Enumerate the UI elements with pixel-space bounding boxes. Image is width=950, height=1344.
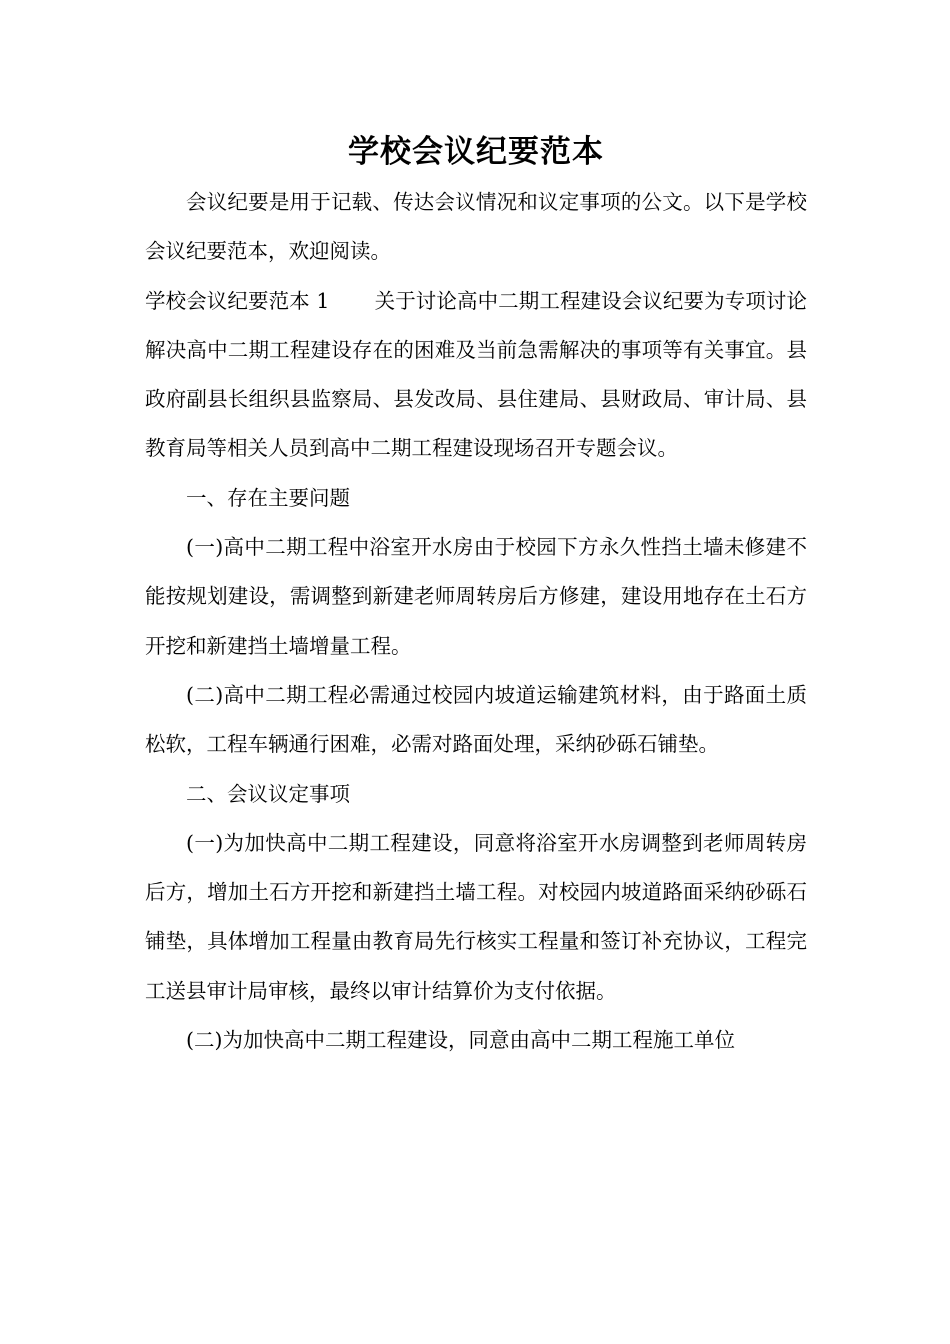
sample-intro-text: 关于讨论高中二期工程建设会议纪要为专项讨论解决高中二期工程建设存在的困难及当前急需解决的事项等有关事宜。县政府副县长组织县监察局、县发改局、县住建局、县财政局、审计局、县教育局等相关人员到高中二期工程建设现场召开专题会议。 (145, 288, 808, 461)
section-heading-problems: 一、存在主要问题 (186, 485, 350, 510)
problem-item-1: (一)高中二期工程中浴室开水房由于校园下方永久性挡土墙未修建不能按规划建设，需调整到新建老师周转房后方修建，建设用地存在土石方开挖和新建挡土墙增量工程。 (145, 535, 807, 658)
problem-item-2: (二)高中二期工程必需通过校园内坡道运输建筑材料，由于路面土质松软，工程车辆通行困难，必需对路面处理，采纳砂砾石铺垫。 (145, 682, 807, 757)
decision-item-2: (二)为加快高中二期工程建设，同意由高中二期工程施工单位 (186, 1028, 735, 1053)
section-heading-decisions: 二、会议议定事项 (186, 781, 350, 806)
sample-label: 学校会议纪要范本 1 (145, 288, 330, 313)
document-page (145, 126, 807, 1065)
intro-paragraph: 会议纪要是用于记载、传达会议情况和议定事项的公文。以下是学校会议纪要范本，欢迎阅读。 (145, 190, 807, 264)
decision-item-1: (一)为加快高中二期工程建设，同意将浴室开水房调整到老师周转房后方，增加土石方开挖和新建挡土墙工程。对校园内坡道路面采纳砂砾石铺垫，具体增加工程量由教育局先行核实工程量和签订补充协议，工程完工送县审计局审核，最终以审计结算价为支付依据。 (145, 830, 807, 1003)
sample-paragraph (145, 277, 807, 474)
document-title: 学校会议纪要范本 (348, 134, 604, 170)
